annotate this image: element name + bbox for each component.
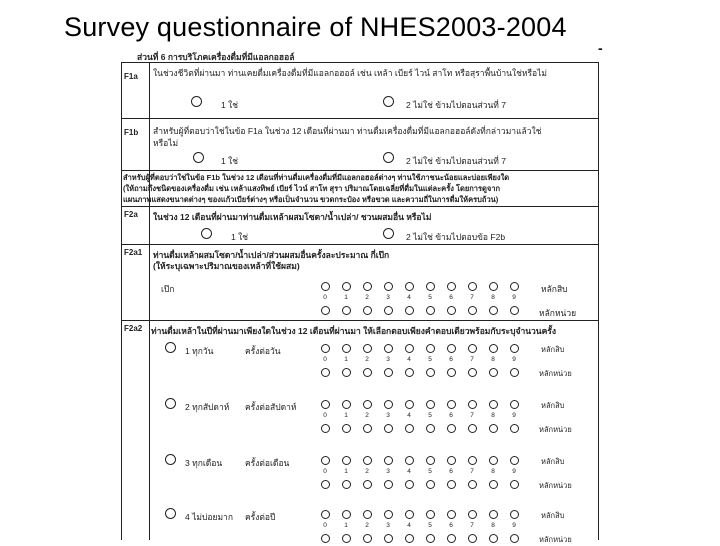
f2a2-tens-bubble[interactable] — [489, 456, 498, 465]
f2a-option-2-label: 2 ไม่ใช่ ข้ามไปตอบข้อ F2b — [406, 232, 506, 242]
digit-label: 2 — [365, 294, 369, 301]
f2a1-units-bubble[interactable] — [489, 306, 498, 315]
f2a2-units-bubble[interactable] — [384, 480, 393, 489]
f1a-option-1-label: 1 ใช่ — [221, 100, 239, 110]
f2a2-units-bubble[interactable] — [426, 480, 435, 489]
f2a1-tens-bubble[interactable] — [426, 282, 435, 291]
f2a2-units-bubble[interactable] — [321, 480, 330, 489]
f2a2-tens-bubble[interactable] — [405, 456, 414, 465]
f2a1-tens-bubble[interactable] — [468, 282, 477, 291]
question-code: F1a — [124, 72, 138, 81]
f2a-option-2-circle[interactable] — [383, 228, 394, 239]
f2a2-tens-bubble[interactable] — [405, 400, 414, 409]
f2a2-tens-bubble[interactable] — [510, 344, 519, 353]
digit-label: 4 — [407, 522, 411, 529]
digit-label: 5 — [428, 356, 432, 363]
f2a2-tens-bubble[interactable] — [342, 510, 351, 519]
f2a1-units-bubble[interactable] — [321, 306, 330, 315]
f2a1-units-label: หลักหน่วย — [539, 308, 577, 318]
digit-label: 1 — [344, 356, 348, 363]
f2a2-tens-bubble[interactable] — [321, 510, 330, 519]
f2a2-tens-bubble[interactable] — [363, 344, 372, 353]
digit-label: 4 — [407, 356, 411, 363]
digit-label: 3 — [386, 522, 390, 529]
f2a2-tens-label: หลักสิบ — [541, 511, 565, 520]
f2a2-units-label: หลักหน่วย — [539, 369, 572, 378]
f2a1-tens-bubble[interactable] — [405, 282, 414, 291]
f2a2-tens-bubble[interactable] — [510, 510, 519, 519]
digit-label: 8 — [491, 356, 495, 363]
digit-label: 3 — [386, 356, 390, 363]
f2a2-units-bubble[interactable] — [447, 534, 456, 543]
f2a-question: ในช่วง 12 เดือนที่ผ่านมาท่านดื่มเหล้าผสมโซดา/น้ำเปล่า/ ชวนผสมอื่น หรือไม่ — [153, 212, 432, 222]
f2a2-units-bubble[interactable] — [510, 424, 519, 433]
f2a1-units-bubble[interactable] — [342, 306, 351, 315]
f2a2-units-bubble[interactable] — [426, 424, 435, 433]
digit-label: 7 — [470, 522, 474, 529]
f2a2-tens-bubble[interactable] — [447, 510, 456, 519]
f2a-option-1-circle[interactable] — [201, 228, 212, 239]
f2a2-units-bubble[interactable] — [363, 368, 372, 377]
f2a2-units-label: หลักหน่วย — [539, 535, 572, 544]
f2a2-tens-bubble[interactable] — [468, 400, 477, 409]
f2a2-units-bubble[interactable] — [342, 368, 351, 377]
f2a2-units-bubble[interactable] — [510, 480, 519, 489]
f1b-option-1-label: 1 ใช่ — [221, 156, 239, 166]
code-column-line — [149, 62, 150, 540]
f2a1-tens-bubble[interactable] — [447, 282, 456, 291]
digit-label: 1 — [344, 468, 348, 475]
f1a-option-2-label: 2 ไม่ใช่ ข้ามไปตอนส่วนที่ 7 — [406, 100, 507, 110]
page-title: Survey questionnaire of NHES2003-2004 — [64, 12, 567, 42]
digit-label: 4 — [407, 294, 411, 301]
f2a2-question: ท่านดื่มเหล้าในปีที่ผ่านมาเพียงใดในช่วง 12 เดือนที่ผ่านมา ให้เลือกตอบเพียงคำตอบเดียวพร้อมกับระบุจำนวนครั้ง — [151, 326, 557, 336]
f2a2-tens-bubble[interactable] — [447, 456, 456, 465]
f2a2-units-bubble[interactable] — [468, 534, 477, 543]
f2a2-units-bubble[interactable] — [405, 480, 414, 489]
digit-label: 5 — [428, 522, 432, 529]
form-divider — [121, 118, 599, 119]
digit-label: 6 — [449, 356, 453, 363]
digit-label: 4 — [407, 468, 411, 475]
form-border-right — [598, 62, 599, 540]
f2a2-tens-bubble[interactable] — [447, 344, 456, 353]
f2a2-option-label: 2 ทุกสัปดาห์ — [185, 402, 230, 412]
f2a2-units-label: หลักหน่วย — [539, 425, 572, 434]
f2a2-tens-bubble[interactable] — [447, 400, 456, 409]
f2a2-tens-bubble[interactable] — [342, 456, 351, 465]
f2a2-option-label: 3 ทุกเดือน — [185, 458, 223, 468]
f2a1-units-bubble[interactable] — [447, 306, 456, 315]
f2a2-tens-bubble[interactable] — [489, 400, 498, 409]
f2a2-tens-bubble[interactable] — [321, 344, 330, 353]
digit-label: 3 — [386, 468, 390, 475]
corner-mark: - — [598, 40, 603, 56]
digit-label: 6 — [449, 522, 453, 529]
f2a2-units-bubble[interactable] — [363, 534, 372, 543]
digit-label: 7 — [470, 294, 474, 301]
f2a-option-1-label: 1 ใช่ — [231, 232, 249, 242]
f2a2-units-bubble[interactable] — [468, 424, 477, 433]
digit-label: 8 — [491, 468, 495, 475]
f2a2-units-bubble[interactable] — [426, 368, 435, 377]
digit-label: 7 — [470, 412, 474, 419]
f2a2-units-bubble[interactable] — [405, 424, 414, 433]
f2a2-tens-bubble[interactable] — [426, 344, 435, 353]
digit-label: 6 — [449, 468, 453, 475]
f2a2-units-bubble[interactable] — [489, 534, 498, 543]
digit-label: 9 — [512, 294, 516, 301]
f2a2-units-bubble[interactable] — [405, 534, 414, 543]
digit-label: 8 — [491, 412, 495, 419]
f2a1-tens-label: หลักสิบ — [541, 284, 568, 294]
f1b-option-2-circle[interactable] — [383, 152, 394, 163]
digit-label: 7 — [470, 468, 474, 475]
f2a1-question-line2: (ให้ระบุเฉพาะปริมาณของเหล้าที่ใช้ผสม) — [153, 261, 300, 271]
f2a2-tens-bubble[interactable] — [426, 510, 435, 519]
f2a2-tens-bubble[interactable] — [510, 456, 519, 465]
f2a2-units-bubble[interactable] — [510, 534, 519, 543]
digit-label: 0 — [323, 522, 327, 529]
f1b-question-line2: หรือไม่ — [153, 138, 179, 148]
f2a2-option-label: 1 ทุกวัน — [185, 346, 214, 356]
f2a1-question-line1: ท่านดื่มเหล้าผสมโซดา/น้ำเปล่า/ส่วนผสมอื่นครั้งละประมาณ กี่เป๊ก — [153, 250, 390, 260]
f2a2-units-bubble[interactable] — [468, 368, 477, 377]
question-code: F2a2 — [124, 324, 143, 333]
question-code: F2a1 — [124, 248, 143, 257]
digit-label: 0 — [323, 356, 327, 363]
digit-label: 6 — [449, 294, 453, 301]
f2a2-tens-bubble[interactable] — [384, 344, 393, 353]
f2a2-units-bubble[interactable] — [363, 424, 372, 433]
f2a2-tens-bubble[interactable] — [468, 344, 477, 353]
digit-label: 9 — [512, 356, 516, 363]
f2a2-units-bubble[interactable] — [405, 368, 414, 377]
f2a2-tens-bubble[interactable] — [510, 400, 519, 409]
form-divider — [121, 170, 599, 171]
f2a1-unit-label: เป๊ก — [161, 284, 175, 294]
f2a1-tens-bubble[interactable] — [321, 282, 330, 291]
f2a2-units-bubble[interactable] — [489, 480, 498, 489]
f2a2-tens-bubble[interactable] — [384, 456, 393, 465]
f2a1-units-bubble[interactable] — [468, 306, 477, 315]
f2a2-tens-bubble[interactable] — [468, 456, 477, 465]
digit-label: 1 — [344, 294, 348, 301]
digit-label: 8 — [491, 294, 495, 301]
digit-label: 2 — [365, 522, 369, 529]
f2a2-units-bubble[interactable] — [489, 424, 498, 433]
f2a2-tens-bubble[interactable] — [321, 400, 330, 409]
f1a-question: ในช่วงชีวิตที่ผ่านมา ท่านเคยดื่มเครื่องดื่มที่มีแอลกอฮอล์ เช่น เหล้า เบียร์ ไวน์ สาโท หรือสุราพื้นบ้านใช่หรือไม่ — [153, 68, 548, 78]
digit-label: 2 — [365, 412, 369, 419]
f1b-option-1-circle[interactable] — [193, 152, 204, 163]
f2a2-units-bubble[interactable] — [384, 424, 393, 433]
f2a1-tens-bubble[interactable] — [489, 282, 498, 291]
f2a2-tens-bubble[interactable] — [342, 400, 351, 409]
instruction-line: (ให้ถามถึงชนิดของเครื่องดื่ม เช่น เหล้าแสงทิพย์ เบียร์ ไวน์ สาโท สุรา ปริมาณโดยเฉลี่ยที่ดื่มในแต่ละครั้ง โดยการดูจาก — [123, 184, 501, 193]
f2a2-units-bubble[interactable] — [342, 480, 351, 489]
digit-label: 9 — [512, 412, 516, 419]
f2a2-tens-label: หลักสิบ — [541, 401, 565, 410]
f2a2-option-circle[interactable] — [165, 454, 176, 465]
f2a2-units-bubble[interactable] — [321, 368, 330, 377]
f2a1-tens-bubble[interactable] — [510, 282, 519, 291]
f2a2-tens-bubble[interactable] — [363, 510, 372, 519]
f2a1-units-bubble[interactable] — [405, 306, 414, 315]
question-code: F2a — [124, 210, 138, 219]
f2a2-tens-bubble[interactable] — [342, 344, 351, 353]
f2a2-option-unit: ครั้งต่อสัปดาห์ — [245, 402, 297, 412]
f2a2-units-bubble[interactable] — [321, 534, 330, 543]
f2a1-tens-bubble[interactable] — [363, 282, 372, 291]
questionnaire-scan — [121, 48, 601, 544]
digit-label: 6 — [449, 412, 453, 419]
form-divider — [121, 244, 599, 245]
f1a-option-1-circle[interactable] — [191, 96, 202, 107]
f2a2-units-bubble[interactable] — [321, 424, 330, 433]
f2a1-tens-bubble[interactable] — [342, 282, 351, 291]
f2a2-tens-bubble[interactable] — [384, 400, 393, 409]
f1a-option-2-circle[interactable] — [383, 96, 394, 107]
digit-label: 3 — [386, 294, 390, 301]
f2a1-units-bubble[interactable] — [510, 306, 519, 315]
f2a2-units-bubble[interactable] — [489, 368, 498, 377]
f2a2-tens-bubble[interactable] — [426, 400, 435, 409]
f2a2-units-bubble[interactable] — [447, 368, 456, 377]
f2a2-units-bubble[interactable] — [342, 424, 351, 433]
f2a2-tens-bubble[interactable] — [405, 344, 414, 353]
digit-label: 0 — [323, 412, 327, 419]
digit-label: 4 — [407, 412, 411, 419]
f2a2-tens-bubble[interactable] — [405, 510, 414, 519]
f2a2-option-unit: ครั้งต่อเดือน — [245, 458, 290, 468]
form-divider — [121, 206, 599, 207]
digit-label: 1 — [344, 412, 348, 419]
f2a2-option-label: 4 ไม่บ่อยมาก — [185, 512, 233, 522]
f2a2-units-bubble[interactable] — [384, 534, 393, 543]
f2a1-tens-bubble[interactable] — [384, 282, 393, 291]
f2a1-units-bubble[interactable] — [426, 306, 435, 315]
f2a2-units-bubble[interactable] — [447, 480, 456, 489]
f2a2-option-circle[interactable] — [165, 398, 176, 409]
f2a1-units-bubble[interactable] — [363, 306, 372, 315]
form-border-left — [121, 62, 122, 540]
digit-label: 7 — [470, 356, 474, 363]
f2a2-tens-label: หลักสิบ — [541, 457, 565, 466]
f2a2-tens-bubble[interactable] — [426, 456, 435, 465]
f2a2-units-bubble[interactable] — [363, 480, 372, 489]
digit-label: 2 — [365, 356, 369, 363]
f1b-question-line1: สำหรับผู้ที่ตอบว่าใช่ในข้อ F1a ในช่วง 12 เดือนที่ผ่านมา ท่านดื่มเครื่องดื่มที่มีแอลกอฮอล์ดังที่กล่าวมาแล้วใช่ — [153, 126, 542, 136]
f2a2-tens-bubble[interactable] — [363, 400, 372, 409]
f2a2-tens-bubble[interactable] — [321, 456, 330, 465]
f2a2-units-bubble[interactable] — [447, 424, 456, 433]
digit-label: 0 — [323, 294, 327, 301]
digit-label: 9 — [512, 468, 516, 475]
digit-label: 5 — [428, 412, 432, 419]
f2a2-units-bubble[interactable] — [342, 534, 351, 543]
instruction-line: แผนภาพแสดงขนาดต่างๆ ของแก้วเบียร์ต่างๆ หรือเป็นจำนวน ขวดกระป๋อง หรือขวด และความถี่ในการดื่มให้ครบถ้วน) — [123, 195, 499, 204]
digit-label: 3 — [386, 412, 390, 419]
f2a2-tens-bubble[interactable] — [468, 510, 477, 519]
f2a2-tens-label: หลักสิบ — [541, 345, 565, 354]
f2a2-tens-bubble[interactable] — [363, 456, 372, 465]
f2a2-tens-bubble[interactable] — [489, 344, 498, 353]
question-code: F1b — [124, 128, 139, 137]
digit-label: 8 — [491, 522, 495, 529]
digit-label: 2 — [365, 468, 369, 475]
f2a2-units-bubble[interactable] — [468, 480, 477, 489]
f2a2-option-circle[interactable] — [165, 342, 176, 353]
f2a2-option-circle[interactable] — [165, 508, 176, 519]
f2a2-tens-bubble[interactable] — [384, 510, 393, 519]
instruction-line: สำหรับผู้ที่ตอบว่าใช่ในข้อ F1b ในช่วง 12 เดือนที่ท่านดื่มเครื่องดื่มที่มีแอลกอฮอล์ต่างๆ ท่านใช้ภาชนะน้อยและบ่อยเพียงใด — [123, 173, 510, 182]
digit-label: 1 — [344, 522, 348, 529]
digit-label: 0 — [323, 468, 327, 475]
f2a1-units-bubble[interactable] — [384, 306, 393, 315]
f2a2-option-unit: ครั้งต่อปี — [245, 512, 276, 522]
f1b-option-2-label: 2 ไม่ใช่ ข้ามไปตอนส่วนที่ 7 — [406, 156, 507, 166]
section-header: ส่วนที่ 6 การบริโภคเครื่องดื่มที่มีแอลกอฮอล์ — [137, 52, 295, 62]
f2a2-units-bubble[interactable] — [426, 534, 435, 543]
digit-label: 5 — [428, 468, 432, 475]
f2a2-units-bubble[interactable] — [384, 368, 393, 377]
digit-label: 5 — [428, 294, 432, 301]
f2a2-units-label: หลักหน่วย — [539, 481, 572, 490]
f2a2-units-bubble[interactable] — [510, 368, 519, 377]
form-divider — [121, 320, 599, 321]
digit-label: 9 — [512, 522, 516, 529]
f2a2-tens-bubble[interactable] — [489, 510, 498, 519]
f2a2-option-unit: ครั้งต่อวัน — [245, 346, 281, 356]
